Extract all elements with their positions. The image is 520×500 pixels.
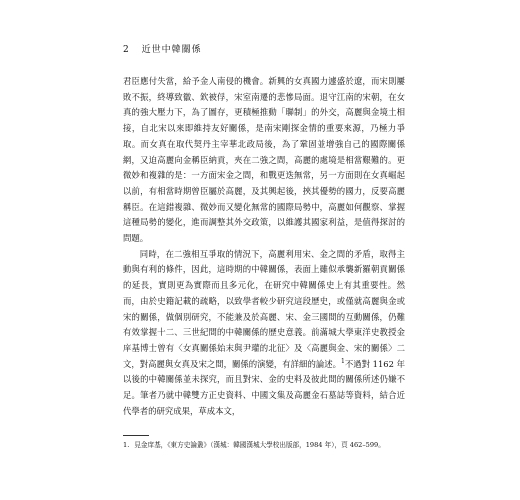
- running-title: 近世中韓關係: [141, 45, 202, 55]
- paragraph-1: [123, 74, 405, 247]
- footnote-divider: [123, 435, 149, 436]
- paragraph-2-text: 同時，在二強相互爭取的情況下，高麗利用宋、金之間的矛盾，取得主動與有利的條件，因此，這時期的中韓關係，表面上雖似承襲新羅朝貢關係的延長，實則更為實際而且多元化，在研究中韓關係史上有其重要性。然而，由於史籍記載的疏略，以致學者較少研究這段歷史，或僅就高麗與金或宋的關係，做個別研究，不能兼及於高麗、宋、金三國間的互動關係，仍難有效掌握十二、三世紀間的中韓關係的歷史意義。前滿城大學東洋史教授金庠基博士曾有〈女真關係始末與尹瓘的北征〉及〈高麗與金、宋的關係〉二文，對高麗與女真及宋之間，關係的演變，有詳細的論述。: [123, 248, 405, 369]
- footnote-reference[interactable]: 1: [340, 357, 345, 365]
- footnote-number: 1.: [123, 441, 130, 449]
- paragraph-2-text-continued: 不過對 1162 年以後的中韓關係並未探究，而且對宋、金的史料及彼此間的關係所述仍嫌不足。筆者乃就中韓雙方正史資料、中國文集及高麗金石墓誌等資料，結合近代學者的研究成果，草成本文，: [123, 358, 406, 416]
- footnote: [123, 441, 413, 450]
- paragraph-2: [123, 247, 405, 420]
- body-text: [123, 74, 405, 419]
- running-head: [123, 42, 202, 55]
- page-number: 2: [123, 45, 130, 55]
- paragraph-1-text: 君臣應付失當，給予金人南侵的機會。新興的女真國力遽盛於遼，而宋則屢敗不振，終導致徽、欽被俘，宋室南遷的悲慘局面。退守江南的宋朝，在女真的強大壓力下，為了圖存，更積極推動「聯制」的外交，高麗與金境土相接，自北宋以來即維持友好關係，是南宋剛探金情的重要來源，乃極力爭取。而女真在取代契丹主宰華北政局後，為了鞏固並增強自己的國際關係網，又迫高麗向金稱臣納貢，夾在二強之間，高麗的處境是相當艱難的。更微妙和複雜的是：一方面宋金之間，和戰更迭無常，另一方面則在女真崛起以前，有相當時期曾臣屬於高麗，及其興起後，挾其優勢的國力，反要高麗稱臣。在這錯複雜、微妙而又變化無常的國際局勢中，高麗如何觀察、掌握這種局勢的變化，進而調整其外交政策，以維護其國家利益，是值得探討的問題。: [123, 76, 405, 244]
- footnote-text: 見金庠基，《東方史論叢》（漢城：韓國漢城大學校出版部，1984 年），頁 462–599。: [134, 441, 385, 449]
